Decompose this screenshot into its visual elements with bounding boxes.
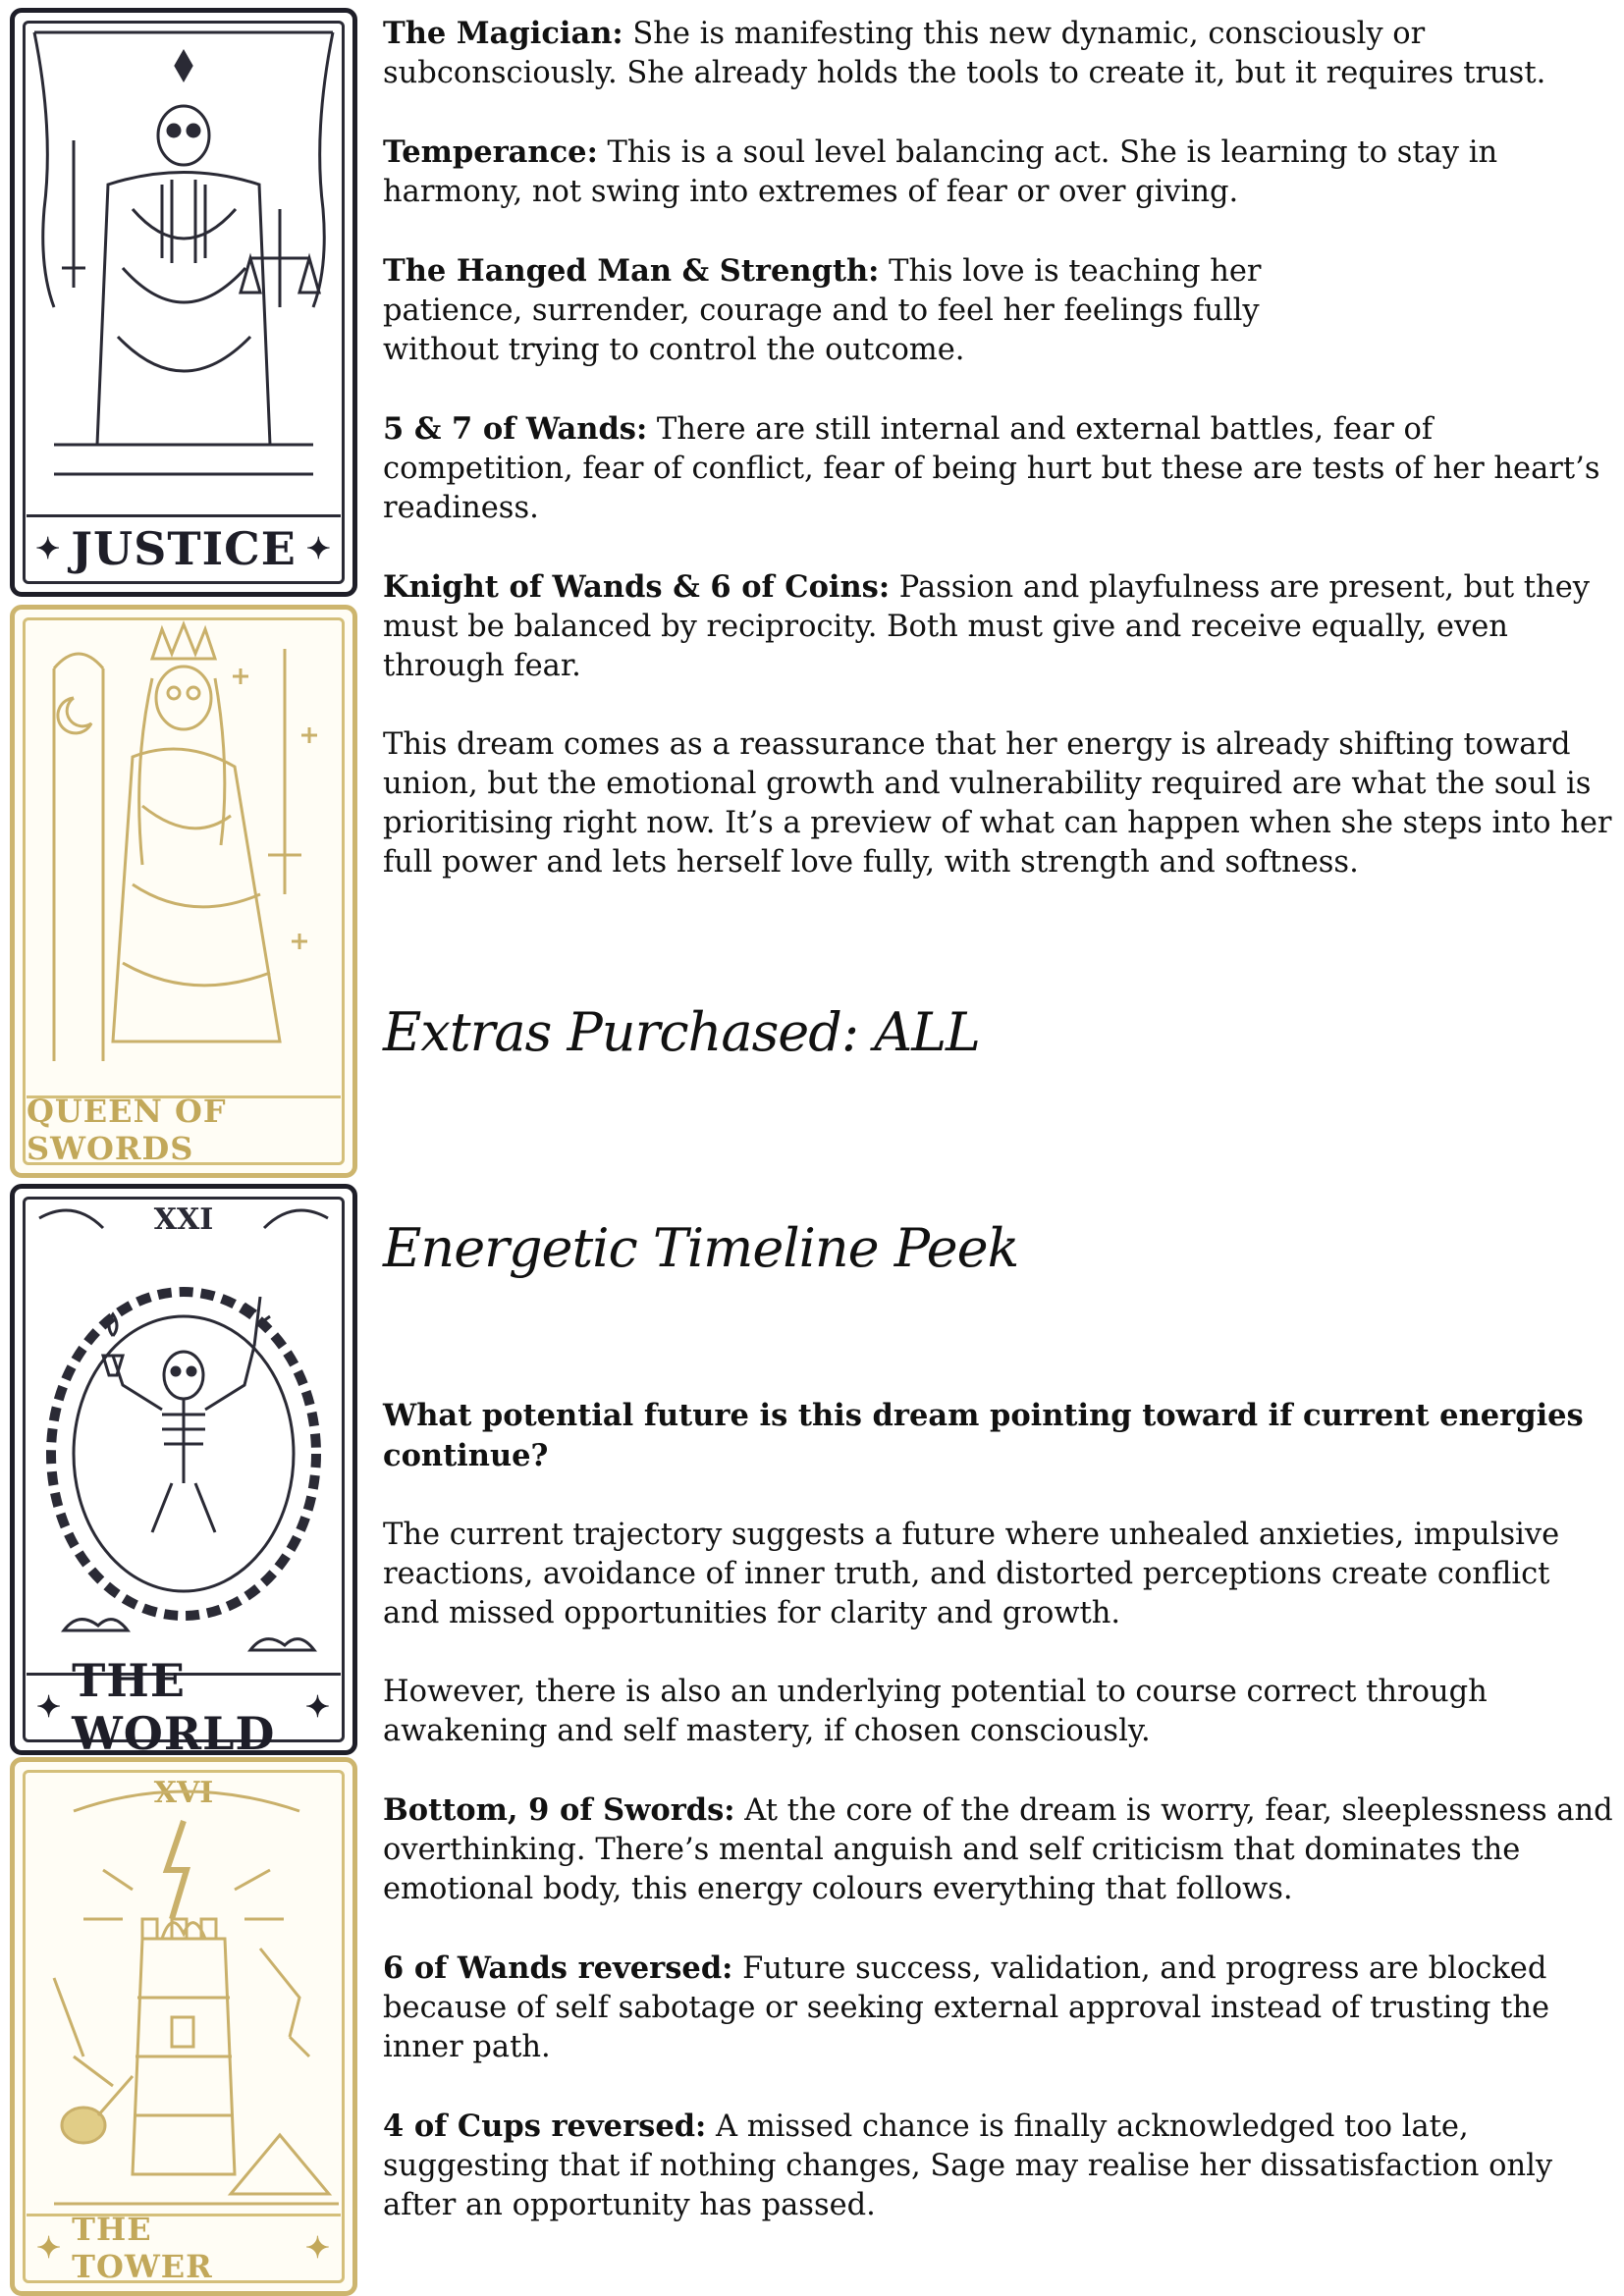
paragraph-label: Knight of Wands & 6 of Coins:	[383, 569, 891, 605]
paragraph	[383, 133, 1615, 212]
the-world-card-label	[27, 1654, 341, 1755]
question-text: What potential future is this dream pointing toward if current energies continue?	[383, 1398, 1584, 1473]
star-icon: ✦	[304, 1689, 331, 1725]
paragraph-text: A missed chance is finally acknowledged too late, suggesting that if nothing changes, Sage may realise her dissatisfaction only after an opportunity has passed.	[383, 2109, 1553, 2222]
paragraph-text: Passion and playfulness are present, but they must be balanced by reciprocity. Both must give and receive equally, even through fear.	[383, 570, 1590, 683]
justice-card	[10, 8, 357, 597]
paragraph	[383, 725, 1615, 882]
paragraph	[383, 1516, 1615, 1633]
card-name: THE WORLD	[72, 1654, 276, 1755]
the-tower-illustration	[15, 1762, 352, 2223]
timeline-heading: Energetic Timeline Peek	[383, 1217, 1019, 1279]
queen-of-swords-card	[10, 605, 357, 1178]
queen-of-swords-illustration	[15, 610, 352, 1100]
star-icon: ✦	[36, 2230, 63, 2266]
paragraph-text: Future success, validation, and progress are blocked because of self sabotage or seeking external approval instead of trusting the inner path.	[383, 1951, 1550, 2064]
paragraph	[383, 14, 1615, 93]
star-icon: ✦	[305, 531, 332, 566]
paragraph	[383, 1949, 1615, 2067]
card-interpretation-section	[383, 14, 1615, 882]
paragraph	[383, 1790, 1615, 1909]
paragraph-text: There are still internal and external battles, fear of competition, fear of conflict, fear of being hurt but these are tests of her heart’s readiness.	[383, 412, 1600, 525]
the-world-illustration	[15, 1189, 352, 1680]
card-numeral: XVI	[153, 1776, 214, 1810]
justice-card-label	[27, 514, 341, 580]
paragraph-label: 6 of Wands reversed:	[383, 1950, 733, 1986]
paragraph-text: However, there is also an underlying potential to course correct through awakening and self mastery, if chosen consciously.	[383, 1675, 1488, 1748]
paragraph	[383, 2107, 1615, 2225]
paragraph-text: This is a soul level balancing act. She is learning to stay in harmony, not swing into extremes of fear or over giving.	[383, 135, 1498, 209]
star-icon: ✦	[35, 531, 62, 566]
paragraph-label: 4 of Cups reversed:	[383, 2109, 707, 2144]
paragraph-label: The Hanged Man & Strength:	[383, 253, 880, 289]
paragraph-text: This dream comes as a reassurance that her energy is already shifting toward union, but the emotional growth and vulnerability required are what the soul is prioritising right now. It’s a preview of what can happen when she steps into her full power and lets herself love fully, with strength and softness.	[383, 727, 1612, 880]
paragraph	[383, 409, 1615, 528]
the-tower-card-label	[27, 2211, 341, 2285]
the-world-card	[10, 1184, 357, 1755]
paragraph-text: This love is teaching her patience, surrender, courage and to feel her feelings fully without trying to control the outcome.	[383, 254, 1262, 367]
paragraph-label: The Magician:	[383, 16, 623, 51]
card-name: THE TOWER	[72, 2211, 213, 2285]
paragraph	[383, 567, 1615, 686]
extras-heading: Extras Purchased: ALL	[383, 1001, 980, 1063]
question	[383, 1396, 1615, 1476]
card-name: JUSTICE	[71, 522, 297, 575]
paragraph-text: She is manifesting this new dynamic, consciously or subconsciously. She already holds the tools to create it, but it requires trust.	[383, 17, 1546, 90]
paragraph-text: At the core of the dream is worry, fear, sleeplessness and overthinking. There’s mental anguish and self criticism that dominates the emotional body, this energy colours everything that follows.	[383, 1793, 1613, 1906]
star-icon: ✦	[36, 1689, 63, 1725]
card-numeral: XXI	[153, 1202, 214, 1237]
paragraph-label: Temperance:	[383, 134, 598, 170]
paragraph-text: The current trajectory suggests a future where unhealed anxieties, impulsive reactions, avoidance of inner truth, and distorted perceptions create conflict and missed opportunities for clarity and growth.	[383, 1518, 1560, 1630]
paragraph	[383, 1673, 1615, 1751]
paragraph	[383, 251, 1615, 370]
queen-of-swords-card-label	[27, 1093, 341, 1167]
paragraph-label: 5 & 7 of Wands:	[383, 411, 648, 447]
star-icon: ✦	[304, 2230, 331, 2266]
justice-illustration	[15, 13, 352, 523]
timeline-section	[383, 1396, 1615, 2225]
paragraph-label: Bottom, 9 of Swords:	[383, 1792, 735, 1828]
card-name: QUEEN OF SWORDS	[27, 1093, 227, 1167]
the-tower-card	[10, 1757, 357, 2296]
